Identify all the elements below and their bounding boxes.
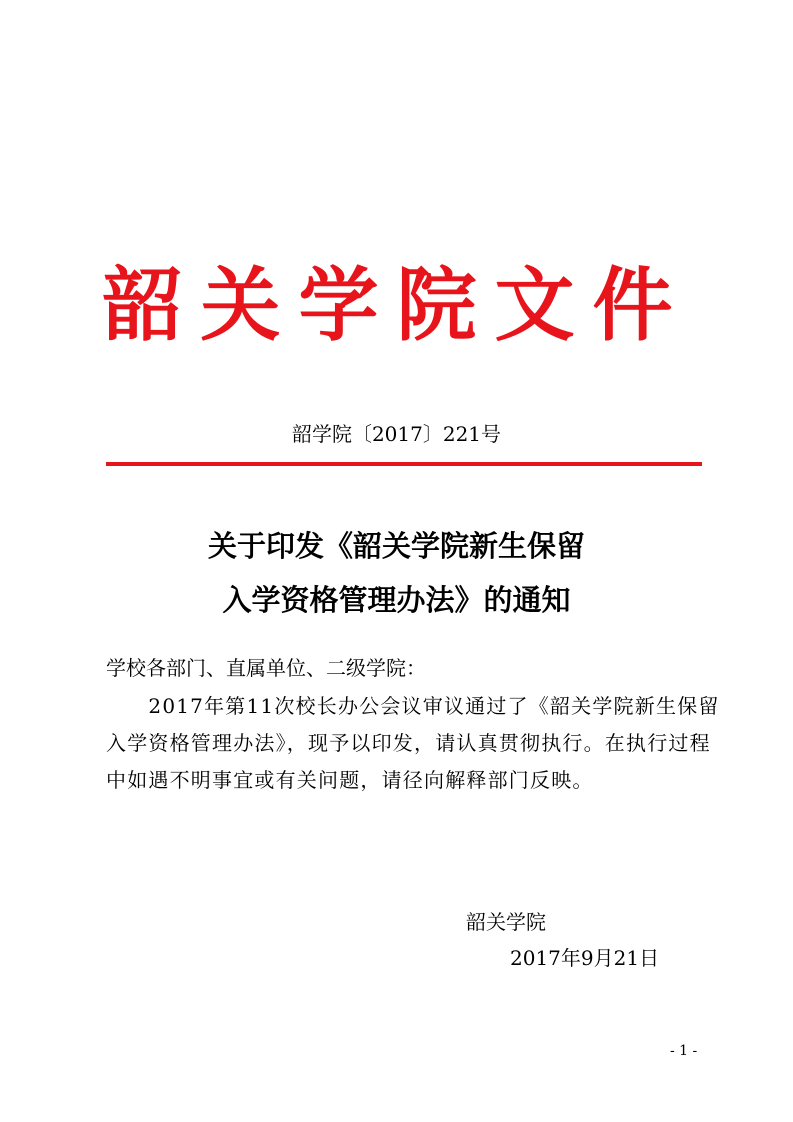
salutation: 学校各部门、直属单位、二级学院： xyxy=(106,656,426,680)
document-number: 韶学院〔2017〕221号 xyxy=(291,422,502,446)
masthead-title: 韶关学院文件 xyxy=(102,259,691,352)
page-number: - 1 - xyxy=(670,1043,698,1059)
issuer-signature: 韶关学院 xyxy=(466,910,546,934)
body-paragraph-line-1: 2017年第11次校长办公会议审议通过了《韶关学院新生保留 xyxy=(106,694,720,718)
notice-title-line-2: 入学资格管理办法》的通知 xyxy=(222,583,571,617)
red-divider-line xyxy=(106,462,702,466)
body-paragraph-line-2: 入学资格管理办法》，现予以印发，请认真贯彻执行。在执行过程 xyxy=(106,731,711,755)
issue-date: 2017年9月21日 xyxy=(510,946,660,970)
notice-title-line-1: 关于印发《韶关学院新生保留 xyxy=(207,529,585,563)
body-paragraph-line-3: 中如遇不明事宜或有关问题，请径向解释部门反映。 xyxy=(106,768,594,792)
